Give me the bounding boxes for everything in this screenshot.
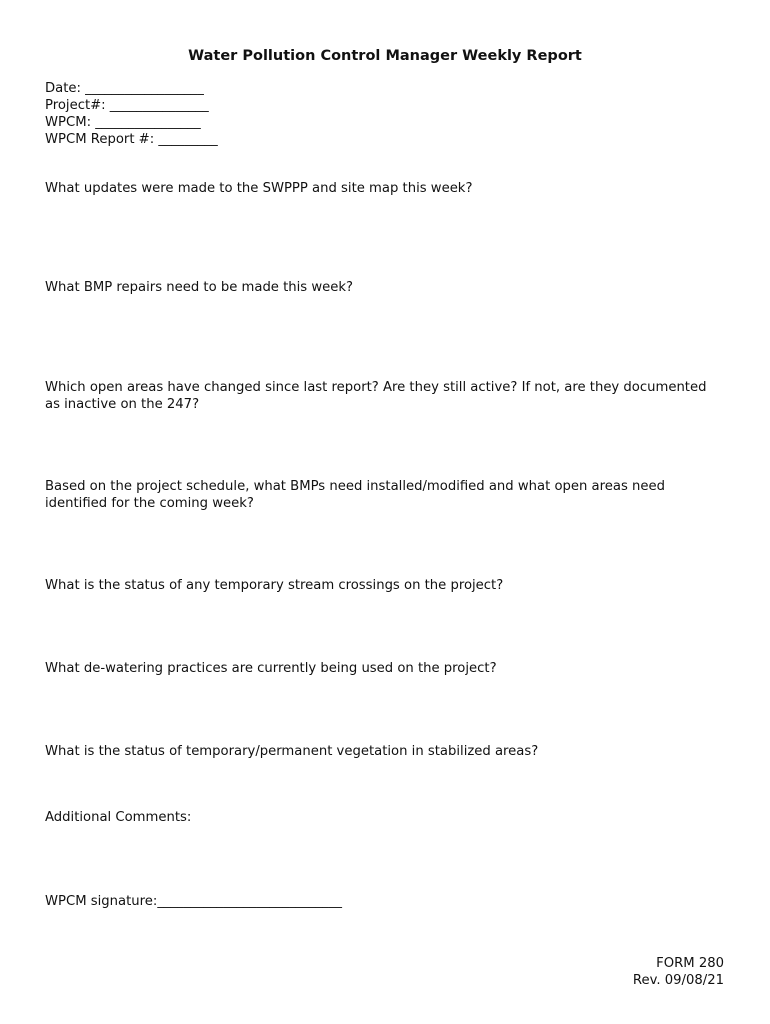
page-title: Water Pollution Control Manager Weekly Report xyxy=(188,48,582,64)
project-number-field: Project#: _______________ xyxy=(45,98,209,113)
question-bmp-schedule: Based on the project schedule, what BMPs need installed/modified and what open areas need identified for the coming week? xyxy=(45,479,665,511)
form-identifier xyxy=(633,955,724,989)
wpcm-field: WPCM: ________________ xyxy=(45,115,201,130)
question-stream-crossings: What is the status of any temporary stream crossings on the project? xyxy=(45,578,504,593)
revision-date: Rev. 09/08/21 xyxy=(632,973,724,988)
question-vegetation: What is the status of temporary/permanent vegetation in stabilized areas? xyxy=(45,744,539,759)
wpcm-report-number-field: WPCM Report #: _________ xyxy=(45,132,218,147)
additional-comments-label: Additional Comments: xyxy=(45,810,192,825)
form-number: FORM 280 xyxy=(656,956,724,971)
question-bmp-repairs: What BMP repairs need to be made this week? xyxy=(45,280,354,295)
question-dewatering: What de-watering practices are currently being used on the project? xyxy=(45,661,497,676)
question-swppp-updates: What updates were made to the SWPPP and site map this week? xyxy=(45,181,473,196)
date-field: Date: __________________ xyxy=(45,81,204,96)
question-open-areas: Which open areas have changed since last report? Are they still active? If not, are they documented as inactive on the 247? xyxy=(45,380,707,412)
signature-line: WPCM signature:____________________________ xyxy=(45,894,342,909)
